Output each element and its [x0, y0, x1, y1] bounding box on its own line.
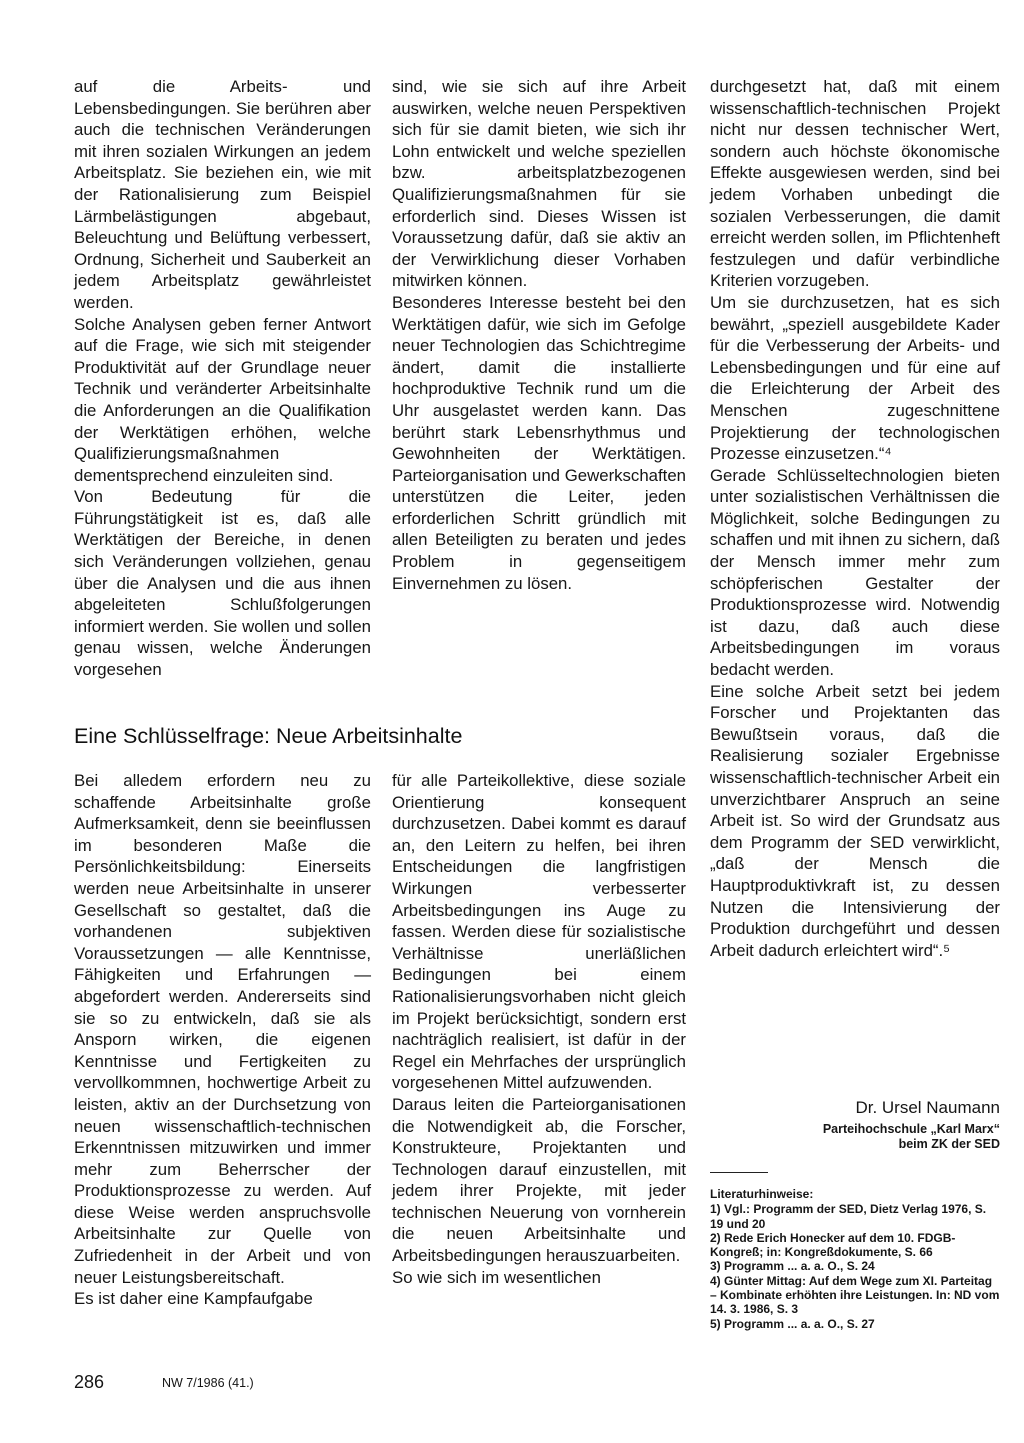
column-4: [74, 770, 371, 1310]
column-1: [74, 76, 371, 681]
author-affiliation: [710, 1122, 1000, 1152]
column-5: [392, 770, 686, 1288]
author-name: Dr. Ursel Naumann: [855, 1098, 1000, 1117]
affiliation-line: Parteihochschule „Karl Marx“: [822, 1122, 1000, 1136]
paragraph: Eine solche Arbeit setzt bei jedem Forscher und Projektanten das Bewußtsein voraus, daß die Realisierung sozialer Ergebnisse wissenschaftlich-technischer Arbeit ein unverzichtbarer Anspruch an seine Arbeit ist. So wird der Grundsatz aus dem Programm der SED verwirklicht, „daß der Mensch die Hauptproduktivkraft ist, zu dessen Nutzen die Intensivierung der Produktion durchgeführt und dessen Arbeit dadurch erleichtert wird“.⁵: [710, 681, 1000, 960]
paragraph: Solche Analysen geben ferner Antwort auf die Frage, wie sich mit steigender Produktivität auf der Grundlage neuer Technik und veränderter Arbeitsinhalte die Anforderungen an die Qualifikation der Werktätigen erhöhen, welche Qualifizierungsmaßnahmen dementsprechend einzuleiten sind.: [74, 314, 371, 485]
paragraph: durchgesetzt hat, daß mit einem wissenschaftlich-technischen Projekt nicht nur dessen technischer Wert, sondern auch höchste ökonomische Effekte ausgewiesen werden, sind bei jedem Vorhaben unbedingt die sozialen Verbesserungen, die damit erreicht werden sollen, im Pflichtenheft festzulegen und dafür verbindliche Kriterien vorzugeben.: [710, 77, 1000, 291]
paragraph: Gerade Schlüsseltechnologien bieten unter sozialistischen Verhältnissen die Möglichkeit, solche Bedingungen zu schaffen und mit ihnen zu sichern, daß der Mensch immer mehr zum schöpferischen Gestalter der Produktionsprozesse wird. Notwendig ist dazu, daß auch diese Arbeitsbedingungen im voraus bedacht werden.: [710, 465, 1000, 680]
reference-item: 2) Rede Erich Honecker auf dem 10. FDGB-Kongreß; in: Kongreßdokumente, S. 66: [710, 1230, 956, 1260]
paragraph: Besonderes Interesse besteht bei den Werktätigen dafür, wie sich im Gefolge neuer Technologien das Schichtregime ändert, damit die installierte hochproduktive Technik rund um die Uhr ausgelastet werden kann. Das berührt stark Lebensrhythmus und Gewohnheiten der Werktätigen. Parteiorganisation und Gewerkschaften unterstützen die Leiter, jeden erforderlichen Schritt gründlich mit allen Beteiligten zu beraten und jedes Problem in gegenseitigem Einvernehmen zu lösen.: [392, 292, 686, 593]
paragraph: auf die Arbeits- und Lebensbedingungen. Sie berühren aber auch die technischen Veränderungen mit ihren sozialen Wirkungen an jedem Arbeitsplatz. Sie beziehen ein, wie mit der Rationalisierung zum Beispiel Lärmbelästigungen abgebaut, Beleuchtung und Belüftung verbessert, Ordnung, Sicherheit und Sauberkeit an jedem Arbeitsplatz gewährleistet werden.: [74, 77, 371, 312]
footnote-divider: [710, 1172, 768, 1173]
paragraph: Bei alledem erfordern neu zu schaffende Arbeitsinhalte große Aufmerksamkeit, denn sie beeinflussen im besonderen Maße die Persönlichkeitsbildung: Einerseits werden neue Arbeitsinhalte in unserer Gesellschaft so gestaltet, daß die vorhandenen subjektiven Voraussetzungen — alle Kenntnisse, Fähigkeiten und Erfahrungen — abgefordert werden. Andererseits sind sie so zu entwickeln, daß sie als Ansporn wirken, die eigenen Kenntnisse und Fertigkeiten zu vervollkommnen, hochwertige Arbeit zu leisten, aktiv an der Durchsetzung von neuen wissenschaftlich-technischen Erkenntnissen mitzuwirken und immer mehr zum Beherrscher der Produktionsprozesse zu werden. Auf diese Weise werden anspruchsvolle Arbeitsinhalte zur Quelle von Zufriedenheit in der Arbeit und von neuer Leistungsbereitschaft.: [74, 771, 371, 1287]
page-number: 286: [74, 1372, 105, 1392]
reference-item: 3) Programm ... a. a. O., S. 24: [710, 1259, 875, 1274]
literature-title: Literaturhinweise:: [710, 1187, 814, 1201]
section-heading: Eine Schlüsselfrage: Neue Arbeitsinhalte: [74, 724, 463, 748]
paragraph: sind, wie sie sich auf ihre Arbeit auswirken, welche neuen Perspektiven sich für sie damit bieten, wie sich ihr Lohn entwickelt und welche speziellen bzw. arbeitsplatzbezogenen Qualifizierungsmaßnahmen für sie erforderlich sind. Dieses Wissen ist Voraussetzung dafür, daß sie aktiv an der Verwirklichung dieser Vorhaben mitwirken können.: [392, 77, 686, 291]
reference-item: 4) Günter Mittag: Auf dem Wege zum XI. Parteitag – Kombinate erhöhten ihre Leistungen. In: ND vom 14. 3. 1986, S. 3: [710, 1273, 1000, 1317]
paragraph: Von Bedeutung für die Führungstätigkeit ist es, daß alle Werktätigen der Bereiche, in denen sich Veränderungen vollziehen, genau über die Analysen und die aus ihnen abgeleiteten Schlußfolgerungen informiert werden. Sie wollen und sollen genau wissen, welche Änderungen vorgesehen: [74, 487, 371, 680]
reference-item: 5) Programm ... a. a. O., S. 27: [710, 1316, 875, 1331]
reference-item: 1) Vgl.: Programm der SED, Dietz Verlag 1976, S. 19 und 20: [710, 1202, 987, 1231]
paragraph: So wie sich im wesentlichen: [392, 1267, 601, 1287]
paragraph: Daraus leiten die Parteiorganisationen die Notwendigkeit ab, die Forscher, Konstrukteure, Projektanten und Technologen darauf einzustellen, mit jedem ihrer Projekte, mit jeder technischen Neuerung von vornherein die neuen Arbeitsinhalte und Arbeitsbedingungen herauszuarbeiten.: [392, 1094, 686, 1266]
paragraph: für alle Parteikollektive, diese soziale Orientierung konsequent durchzusetzen. Dabei kommt es darauf an, den Leitern zu helfen, bei ihren Entscheidungen die langfristigen Wirkungen verbesserter Arbeitsbedingungen ins Auge zu fassen. Werden diese für sozialistische Verhältnisse unerläßlichen Bedingungen bei einem Rationalisierungsvorhaben nicht gleich im Projekt berücksichtigt, sondern erst nachträglich realisiert, ist dafür in der Regel ein Mehrfaches der ursprünglich vorgesehenen Mittel aufzuwenden.: [392, 771, 686, 1093]
paragraph: Es ist daher eine Kampfaufgabe: [74, 1289, 313, 1309]
paragraph: Um sie durchzusetzen, hat es sich bewährt, „speziell ausgebildete Kader für die Verbesserung der Arbeits- und Lebensbedingungen und für eine auf die Erleichterung der Arbeit des Menschen zugeschnittene Projektierung der technologischen Prozesse einzusetzen.“⁴: [710, 292, 1000, 464]
literature-references: [710, 1187, 1000, 1331]
author-signature: [710, 1097, 1000, 1152]
affiliation-line: beim ZK der SED: [898, 1137, 1000, 1151]
column-2: [392, 76, 686, 594]
issue-reference: NW 7/1986 (41.): [162, 1376, 254, 1390]
column-3: [710, 76, 1000, 961]
